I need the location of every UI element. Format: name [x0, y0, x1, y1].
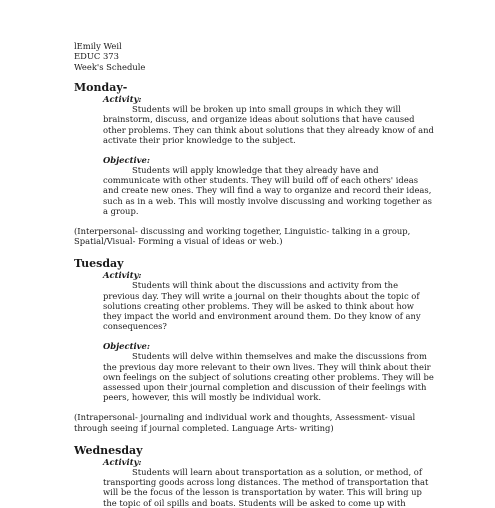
objective-label: Objective:	[103, 341, 150, 352]
activity-label: Activity:	[103, 94, 142, 105]
day-title: Monday-	[74, 81, 128, 95]
document-page	[74, 41, 434, 508]
day-section-tuesday	[74, 257, 434, 432]
day-title: Wednesday	[74, 443, 143, 457]
day-section-wednesday	[74, 444, 434, 508]
activity-label: Activity:	[103, 270, 142, 281]
intelligences-note: (Intrapersonal- journaling and individual work and thoughts, Assessment- visual through seeing if journal completed. Language Arts- writing)	[74, 412, 416, 433]
activity-label: Activity:	[103, 456, 142, 467]
course-code: EDUC 373	[74, 51, 119, 62]
activity-text: Students will think about the discussions and activity from the previous day. They will write a journal on their thoughts about the topic of solutions creating other problems. They will be asked to think about how they impact the world and environment around them. Do they know of any consequences?	[103, 280, 421, 332]
document-header	[74, 41, 434, 72]
objective-label: Objective:	[103, 155, 150, 166]
document-title: Week's Schedule	[74, 61, 146, 72]
intelligences-note: (Interpersonal- discussing and working together, Linguistic- talking in a group, Spatial/Visual- Forming a visual of ideas or web.)	[74, 226, 411, 247]
objective-text: Students will delve within themselves and make the discussions from the previous day more relevant to their own lives. They will think about their own feelings on the subject of solutions creating other problems. They will be assessed upon their journal completion and discussion of their feelings with peers, however, this will mostly be individual work.	[103, 351, 434, 403]
activity-text: Students will be broken up into small groups in which they will brainstorm, discuss, and organize ideas about solutions that have caused other problems. They can think about solutions that they already know of and activate their prior knowledge to the subject.	[103, 104, 434, 145]
author-name: lEmily Weil	[74, 41, 122, 51]
objective-text: Students will apply knowledge that they already have and communicate with other students. They will build off of each others' ideas and create new ones. They will find a way to organize and record their ideas, such as in a web. This will mostly involve discussing and working together as a group.	[103, 165, 432, 216]
day-title: Tuesday	[74, 257, 124, 271]
activity-text: Students will learn about transportation as a solution, or method, of transporting goods across long distances. The method of transportation that will be the focus of the lesson is transportation by water. This will bring up the topic of oil spills and boats. Students will be asked to come up with	[103, 466, 429, 508]
day-section-monday	[74, 81, 434, 246]
